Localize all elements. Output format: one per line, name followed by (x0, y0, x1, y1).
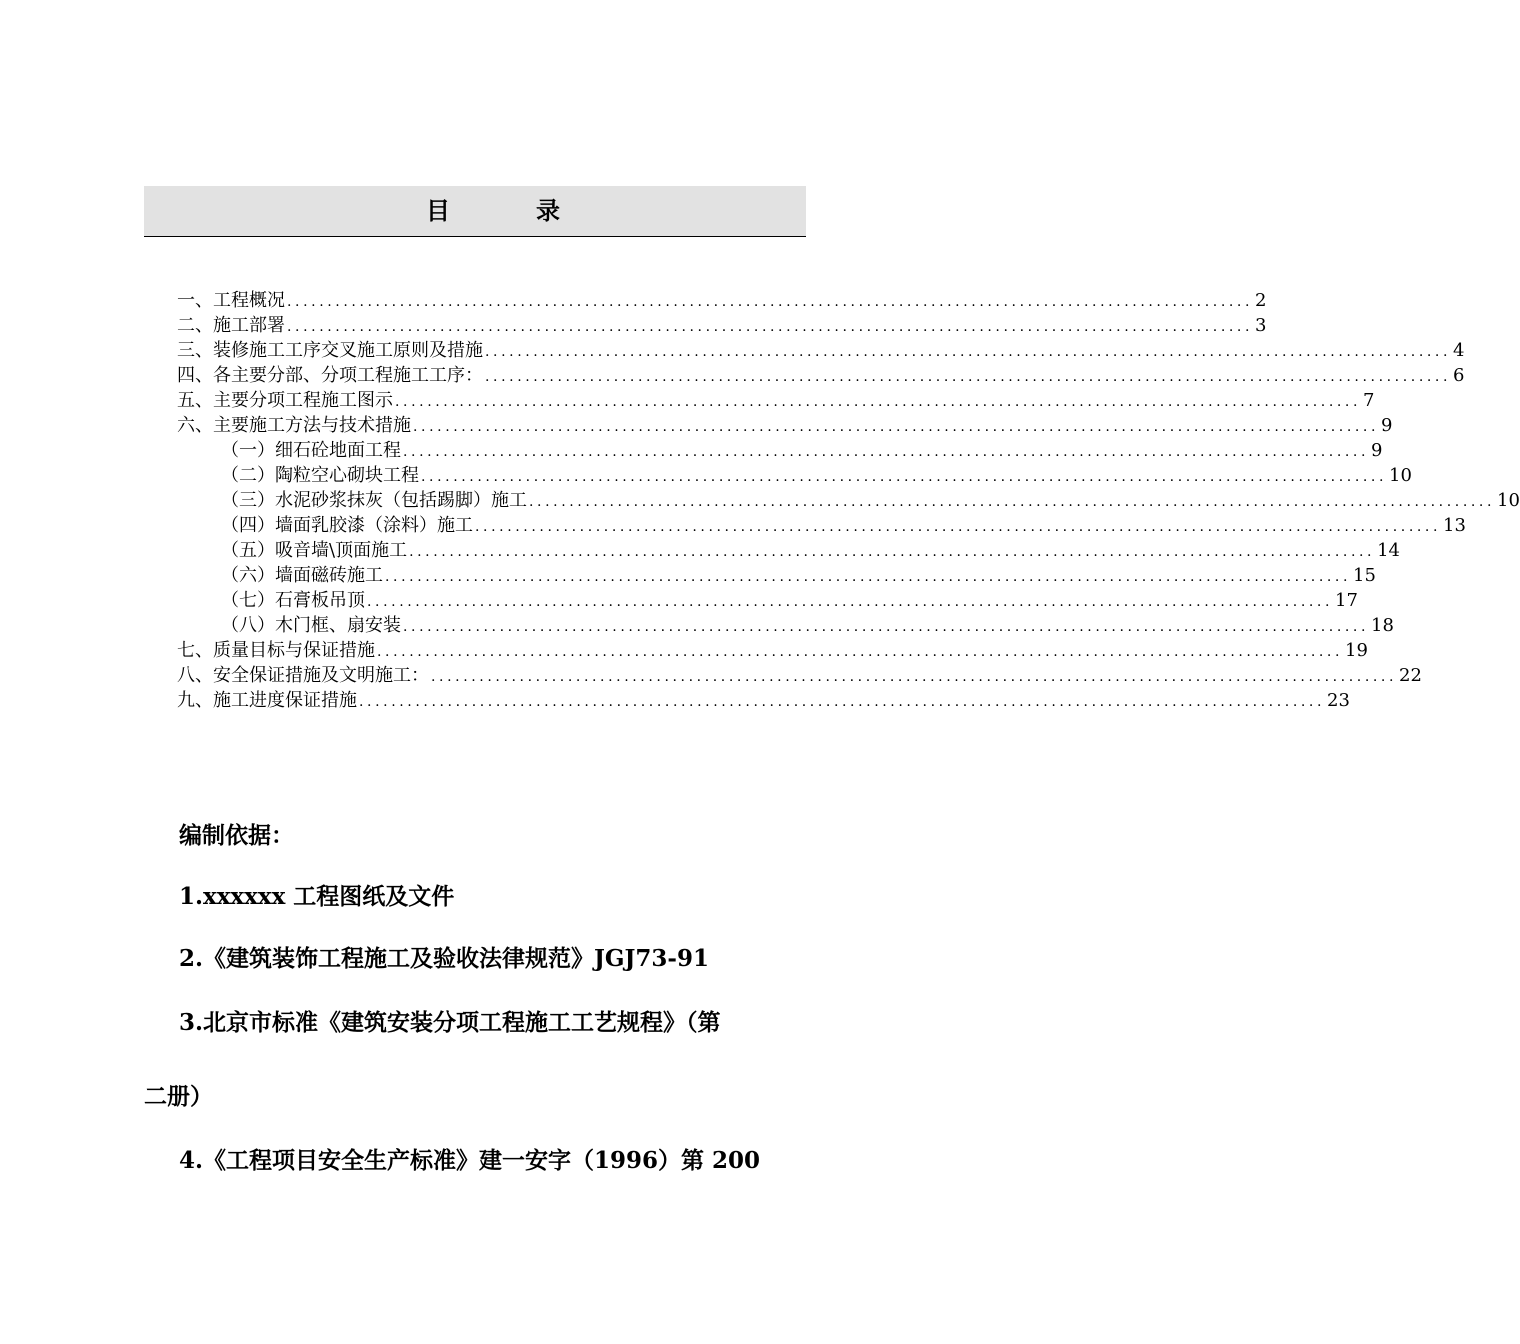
toc-entry-page: 15 (1353, 565, 1376, 586)
toc-entry[interactable] (177, 488, 1520, 513)
toc-entry-page: 6 (1453, 365, 1465, 386)
toc-entry-label: 二、施工部署 (177, 315, 285, 336)
toc-entry-page: 13 (1443, 515, 1466, 536)
basis-item-1: 1.xxxxxx 工程图纸及文件 (179, 883, 455, 910)
toc-entry[interactable] (177, 638, 1368, 663)
toc-entry-page: 14 (1377, 540, 1401, 561)
toc-leader-dots: ........................................................................................................................ (367, 594, 1334, 610)
toc-leader-dots: ........................................................................................................................ (431, 669, 1398, 685)
basis-item-3: 3.北京市标准《建筑安装分项工程施工工艺规程》（第 (179, 1009, 721, 1036)
toc-entry-label: 六、主要施工方法与技术措施 (177, 415, 411, 436)
toc-entry[interactable] (177, 663, 1422, 688)
toc-leader-dots: ........................................................................................................................ (403, 619, 1370, 635)
toc-entry-label: 五、主要分项工程施工图示 (177, 390, 393, 411)
toc-leader-dots: ........................................................................................................................ (395, 394, 1362, 410)
toc-title-char-2: 录 (536, 196, 560, 225)
toc-leader-dots: ........................................................................................................................ (403, 444, 1370, 460)
basis-heading: 编制依据： (179, 822, 294, 849)
toc-leader-dots: ........................................................................................................................ (421, 469, 1388, 485)
toc-leader-dots: ........................................................................................................................ (287, 294, 1254, 310)
toc-entry-label: 三、装修施工工序交叉施工原则及措施 (177, 340, 483, 361)
toc-entry[interactable] (177, 563, 1376, 588)
toc-entry-label: （三）水泥砂浆抹灰（包括踢脚）施工 (221, 490, 527, 511)
toc-entry[interactable] (177, 438, 1383, 463)
toc-entry[interactable] (177, 313, 1267, 338)
toc-entry-label: 四、各主要分部、分项工程施工工序： (177, 365, 483, 386)
toc-entry-page: 7 (1363, 390, 1375, 411)
toc-entry-page: 22 (1399, 665, 1422, 686)
toc-entry[interactable] (177, 338, 1465, 363)
toc-entry-page: 2 (1255, 290, 1267, 311)
toc-entry-page: 9 (1371, 440, 1383, 461)
toc-leader-dots: ........................................................................................................................ (485, 344, 1452, 360)
toc-entry-label: （八）木门框、扇安装 (221, 615, 401, 636)
toc-leader-dots: ........................................................................................................................ (475, 519, 1442, 535)
toc-entry-page: 3 (1255, 315, 1267, 336)
toc-entry[interactable] (177, 613, 1394, 638)
toc-entry[interactable] (177, 388, 1375, 413)
toc-leader-dots: ........................................................................................................................ (485, 369, 1452, 385)
toc-leader-dots: ........................................................................................................................ (287, 319, 1254, 335)
toc-entry-page: 4 (1453, 340, 1465, 361)
toc-leader-dots: ........................................................................................................................ (413, 419, 1380, 435)
toc-entry[interactable] (177, 363, 1465, 388)
toc-entry-page: 10 (1497, 490, 1520, 511)
basis-item-4: 4.《工程项目安全生产标准》建一安字（1996）第 200 (179, 1147, 761, 1174)
toc-leader-dots: ........................................................................................................................ (359, 694, 1326, 710)
toc-title-bar (144, 186, 806, 237)
toc-entry[interactable] (177, 513, 1466, 538)
toc-leader-dots: ........................................................................................................................ (529, 494, 1496, 510)
toc-entry-page: 17 (1335, 590, 1358, 611)
toc-entry-page: 23 (1327, 690, 1350, 711)
toc-entry-page: 10 (1389, 465, 1412, 486)
basis-item-3-continued: 二册） (144, 1083, 213, 1110)
toc-entry-label: 一、工程概况 (177, 290, 285, 311)
toc-entry-label: （六）墙面磁砖施工 (221, 565, 383, 586)
toc-entry[interactable] (177, 463, 1412, 488)
toc-entry-label: （五）吸音墙\顶面施工 (221, 540, 408, 561)
toc-entry-label: 八、安全保证措施及文明施工： (177, 665, 429, 686)
toc-entry[interactable] (177, 688, 1350, 713)
toc-leader-dots: ........................................................................................................................ (385, 569, 1352, 585)
toc-entry[interactable] (177, 588, 1358, 613)
basis-item-2: 2.《建筑装饰工程施工及验收法律规范》JGJ73-91 (179, 945, 709, 972)
toc-leader-dots: ........................................................................................................................ (377, 644, 1344, 660)
toc-entry-page: 19 (1345, 640, 1368, 661)
toc-entry-page: 9 (1381, 415, 1393, 436)
toc-title-char-1: 目 (426, 196, 450, 225)
toc-entry[interactable] (177, 413, 1393, 438)
table-of-contents (177, 288, 1520, 713)
toc-entry[interactable] (177, 538, 1401, 563)
toc-entry-label: （七）石膏板吊顶 (221, 590, 365, 611)
toc-entry-label: （一）细石砼地面工程 (221, 440, 401, 461)
toc-entry-label: 九、施工进度保证措施 (177, 690, 357, 711)
toc-entry-label: （二）陶粒空心砌块工程 (221, 465, 419, 486)
toc-leader-dots: ........................................................................................................................ (409, 544, 1376, 560)
toc-entry-label: 七、质量目标与保证措施 (177, 640, 375, 661)
toc-entry-page: 18 (1371, 615, 1394, 636)
toc-entry-label: （四）墙面乳胶漆（涂料）施工 (221, 515, 473, 536)
toc-entry[interactable] (177, 288, 1267, 313)
